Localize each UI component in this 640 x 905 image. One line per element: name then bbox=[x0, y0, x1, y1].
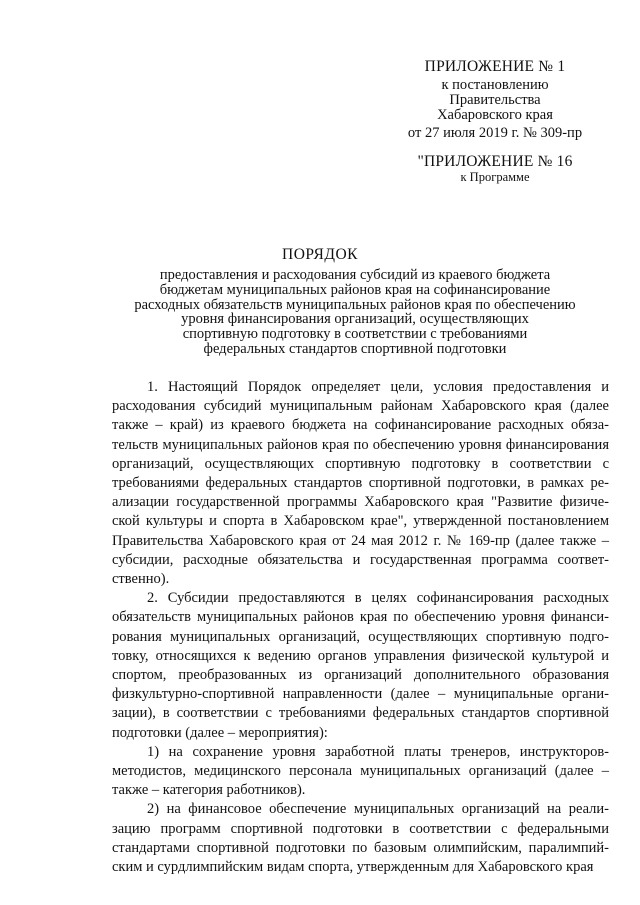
appendix-line: Правительства bbox=[449, 92, 541, 108]
document-body bbox=[112, 378, 609, 877]
paragraph-2-item-2: 2) на финансовое обеспечение муниципальных организаций на реализацию программ спортивной подготовки в соответствии с федеральными стандартами спортивной подготовки по базовым олимпийским, паралимпийским и сурдлимпийским видам спорта, утвержденным для Хабаровского края bbox=[112, 801, 609, 876]
appendix-title: ПРИЛОЖЕНИЕ № 1 bbox=[424, 58, 566, 75]
document-title: ПОРЯДОК bbox=[282, 246, 358, 263]
paragraph-2: 2. Субсидии предоставляются в целях софинансирования расходных обязательств муниципальных районов края по обеспечению уровня финансирования муниципальных организаций, осуществляющих спортивную подготовку, относящихся к ведению органов управления физической культурой и спортом, преобразованных из организаций дополнительного образования физкультурно-спортивной направленности (далее – муниципальные организации), в соответствии с требованиями федеральных стандартов спортивной подготовки (далее – мероприятия): bbox=[112, 590, 609, 741]
appendix2-title: "ПРИЛОЖЕНИЕ № 16 bbox=[417, 153, 573, 170]
subtitle-line: бюджетам муниципальных районов края на софинансирование bbox=[159, 281, 551, 298]
appendix-line: Хабаровского края bbox=[437, 107, 553, 123]
appendix-date-line: от 27 июля 2019 г. № 309-пр bbox=[407, 125, 583, 141]
document-subtitle bbox=[110, 268, 600, 357]
subtitle-line: федеральных стандартов спортивной подготовки bbox=[203, 340, 507, 357]
paragraph-2-item-1: 1) на сохранение уровня заработной платы тренеров, инструкторов-методистов, медицинского персонала муниципальных организаций (далее – также – категория работников). bbox=[112, 743, 609, 799]
subtitle-line: спортивную подготовку в соответствии с требованиями bbox=[182, 326, 528, 343]
appendix-line: к постановлению bbox=[441, 77, 549, 93]
paragraph-1: 1. Настоящий Порядок определяет цели, условия предоставления и расходования субсидий муниципальным районам Хабаровского края (далее также – край) из краевого бюджета на софинансирование расходных обязательств муниципальных районов края по обеспечению уровня финансирования организаций, осуществляющих спортивную подготовку в соответствии с требованиями федеральных стандартов спортивной подготовки, в рамках реализации государственной программы Хабаровского края "Развитие физической культуры и спорта в Хабаровском крае", утвержденной постановлением Правительства Хабаровского края от 24 мая 2012 г. № 169-пр (далее также – субсидии, расходные обязательства и государственная программа соответственно). bbox=[112, 379, 609, 588]
appendix2-line: к Программе bbox=[460, 170, 530, 184]
subtitle-line: уровня финансирования организаций, осуществляющих bbox=[181, 311, 529, 328]
subtitle-line: предоставления и расходования субсидий из краевого бюджета bbox=[159, 267, 551, 283]
subtitle-line: расходных обязательств муниципальных районов края по обеспечению bbox=[134, 296, 576, 313]
appendix-header bbox=[390, 58, 600, 184]
